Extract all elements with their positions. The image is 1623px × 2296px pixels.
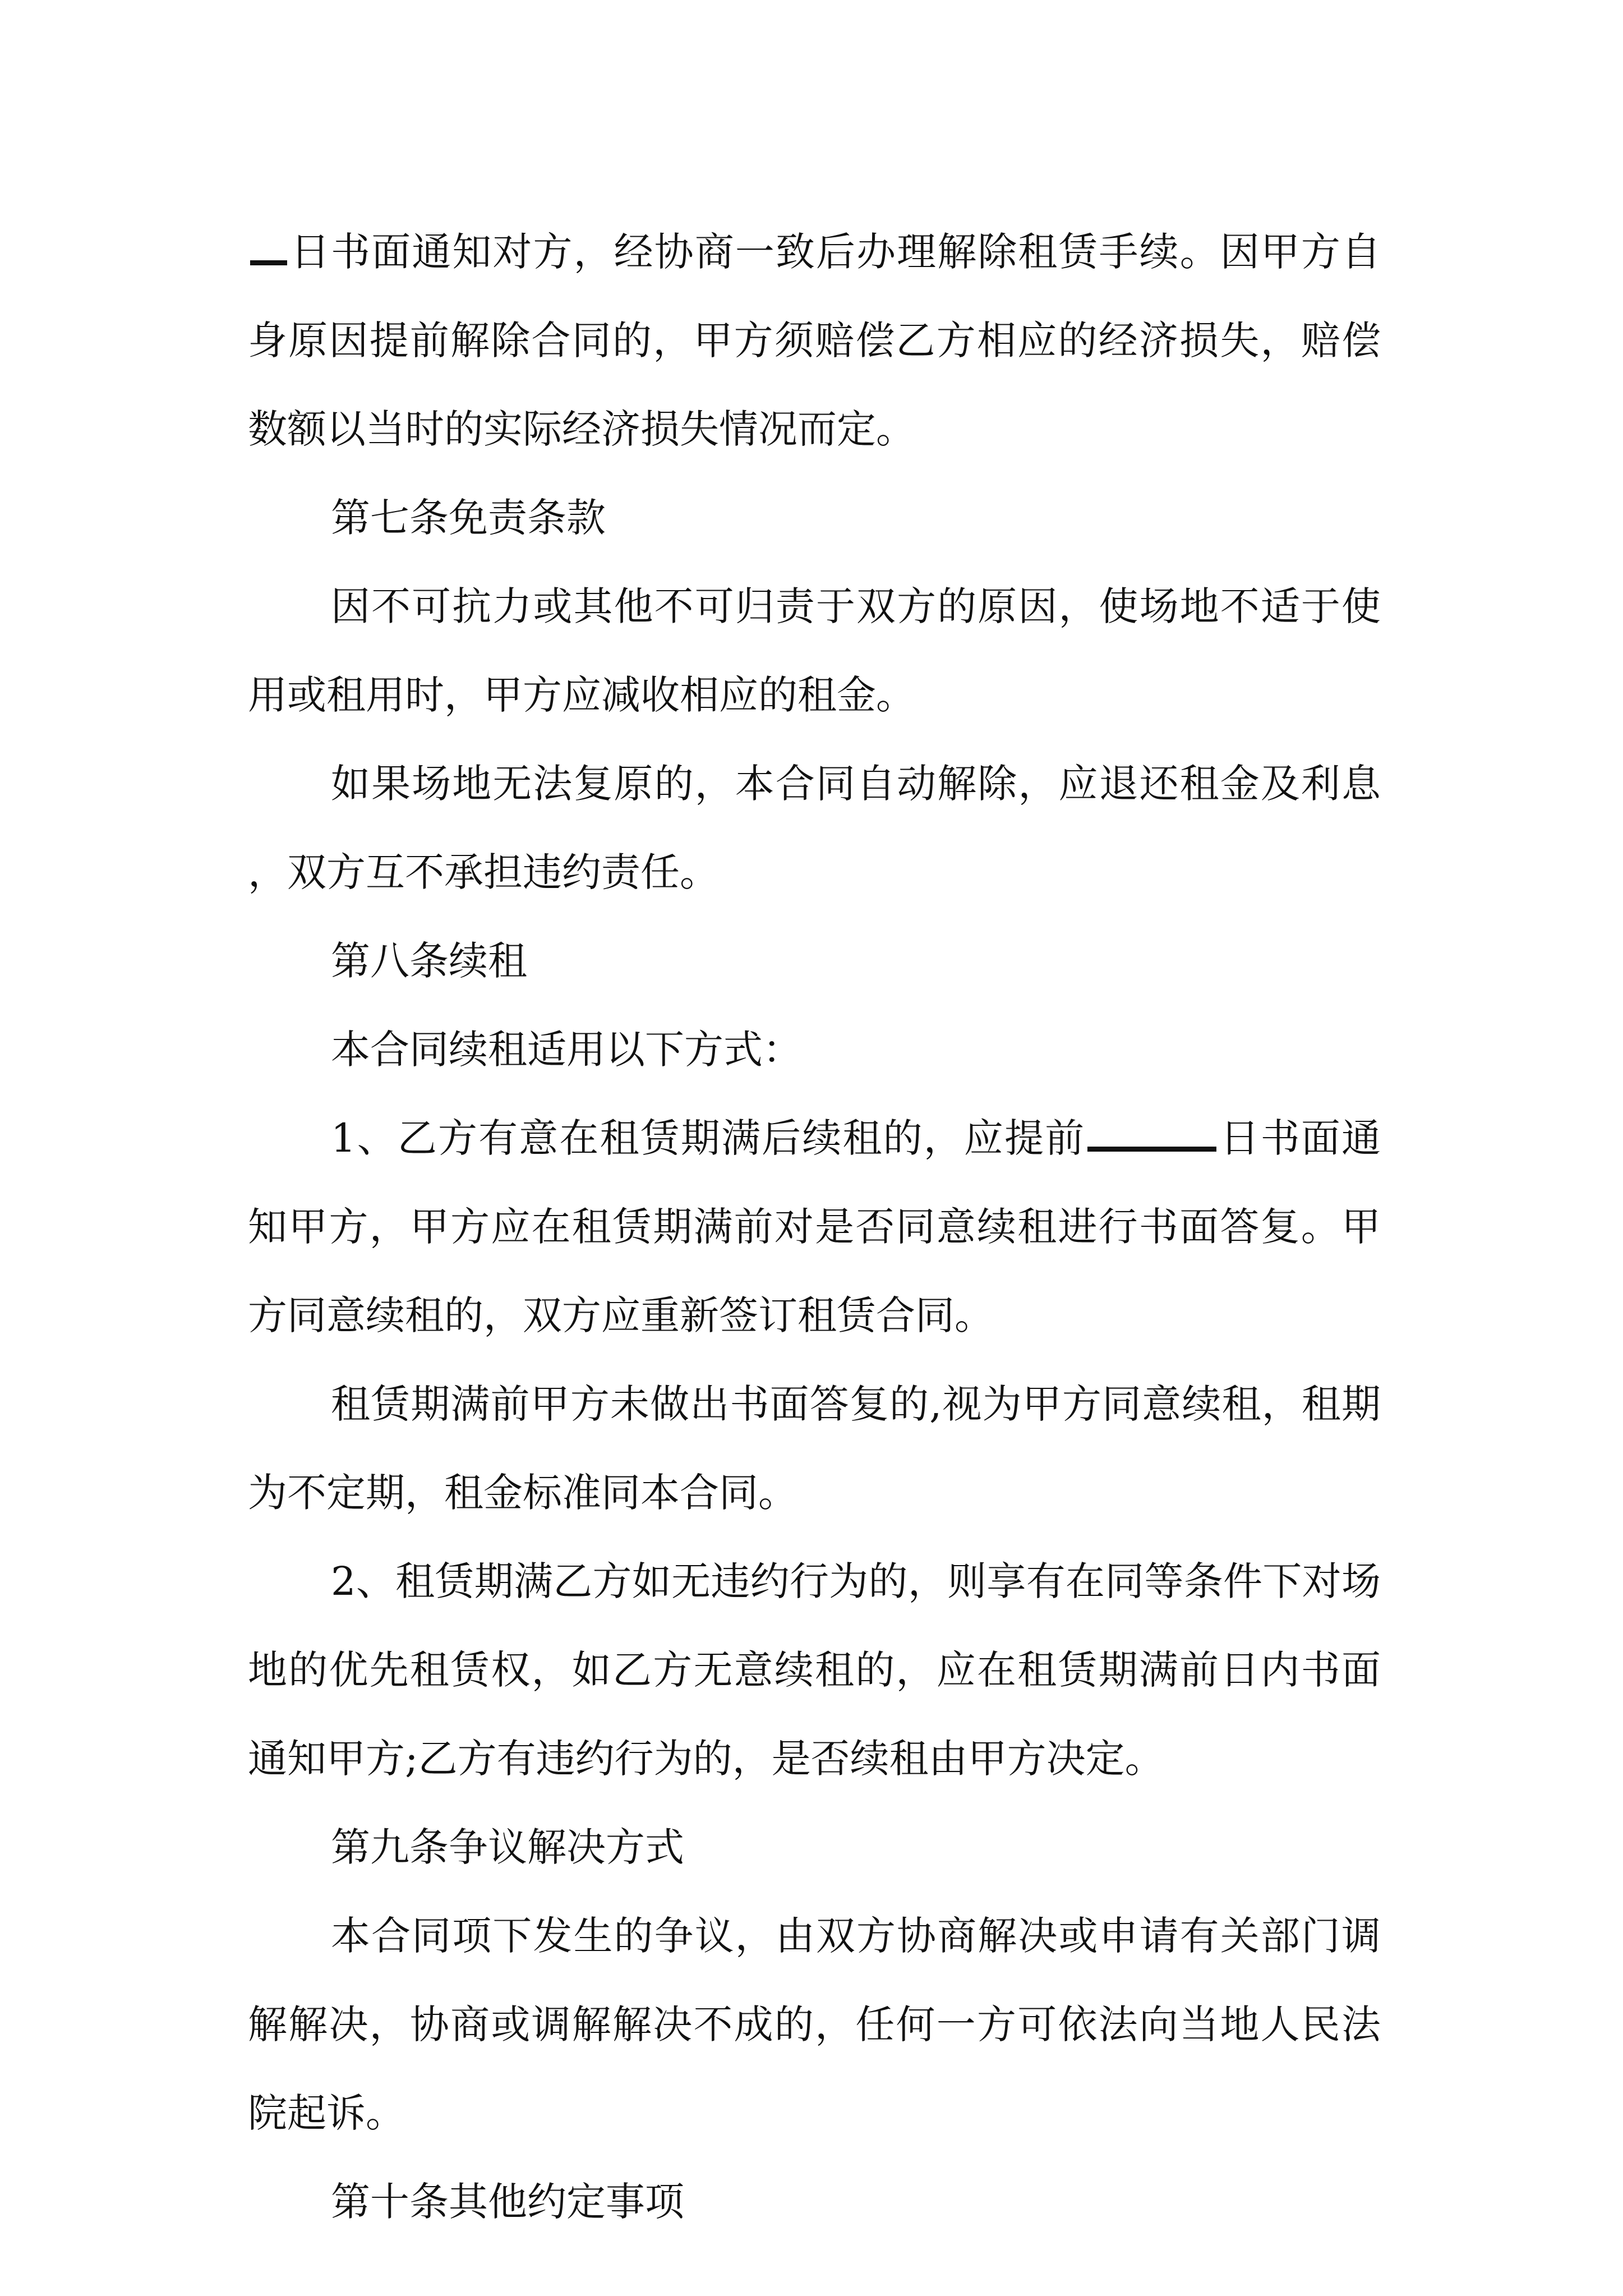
article-8-paragraph-3: 租赁期满前甲方未做出书面答复的,视为甲方同意续租，租期为不定期，租金标准同本合同。 (248, 1381, 1381, 1516)
paragraph-text: 日书面通知甲方，甲方应在租赁期满前对是否同意续租进行书面答复。甲方同意续租的，双方应重新签订租赁合同。 (248, 1115, 1381, 1338)
paragraph-text: 1、乙方有意在租赁期满后续租的，应提前 (331, 1115, 1086, 1161)
article-7-paragraph-2: 如果场地无法复原的，本合同自动解除，应退还租金及利息，双方互不承担违约责任。 (248, 761, 1381, 895)
paragraph-termination-notice (248, 208, 1381, 473)
article-8-heading: 第八条续租 (331, 938, 527, 984)
article-10-heading: 第十条其他约定事项 (331, 2179, 684, 2225)
article-8-paragraph-1: 本合同续租适用以下方式： (331, 1027, 802, 1073)
fill-in-blank (1087, 1146, 1216, 1152)
article-8-paragraph-2 (248, 1094, 1381, 1360)
fill-in-blank (250, 260, 287, 265)
paragraph-text: 日书面通知对方，经协商一致后办理解除租赁手续。因甲方自身原因提前解除合同的，甲方须赔偿乙方相应的经济损失，赔偿数额以当时的实际经济损失情况而定。 (248, 229, 1381, 452)
article-7-paragraph-1: 因不可抗力或其他不可归责于双方的原因，使场地不适于使用或租用时，甲方应减收相应的租金。 (248, 583, 1381, 718)
document-body (248, 208, 1381, 2246)
article-8-paragraph-4: 2、租赁期满乙方如无违约行为的，则享有在同等条件下对场地的优先租赁权，如乙方无意续租的，应在租赁期满前日内书面通知甲方;乙方有违约行为的，是否续租由甲方决定。 (248, 1558, 1381, 1782)
article-9-paragraph-1: 本合同项下发生的争议，由双方协商解决或申请有关部门调解解决，协商或调解解决不成的，任何一方可依法向当地人民法院起诉。 (248, 1913, 1381, 2136)
article-9-heading: 第九条争议解决方式 (331, 1824, 684, 1870)
article-7-heading: 第七条免责条款 (331, 495, 606, 541)
